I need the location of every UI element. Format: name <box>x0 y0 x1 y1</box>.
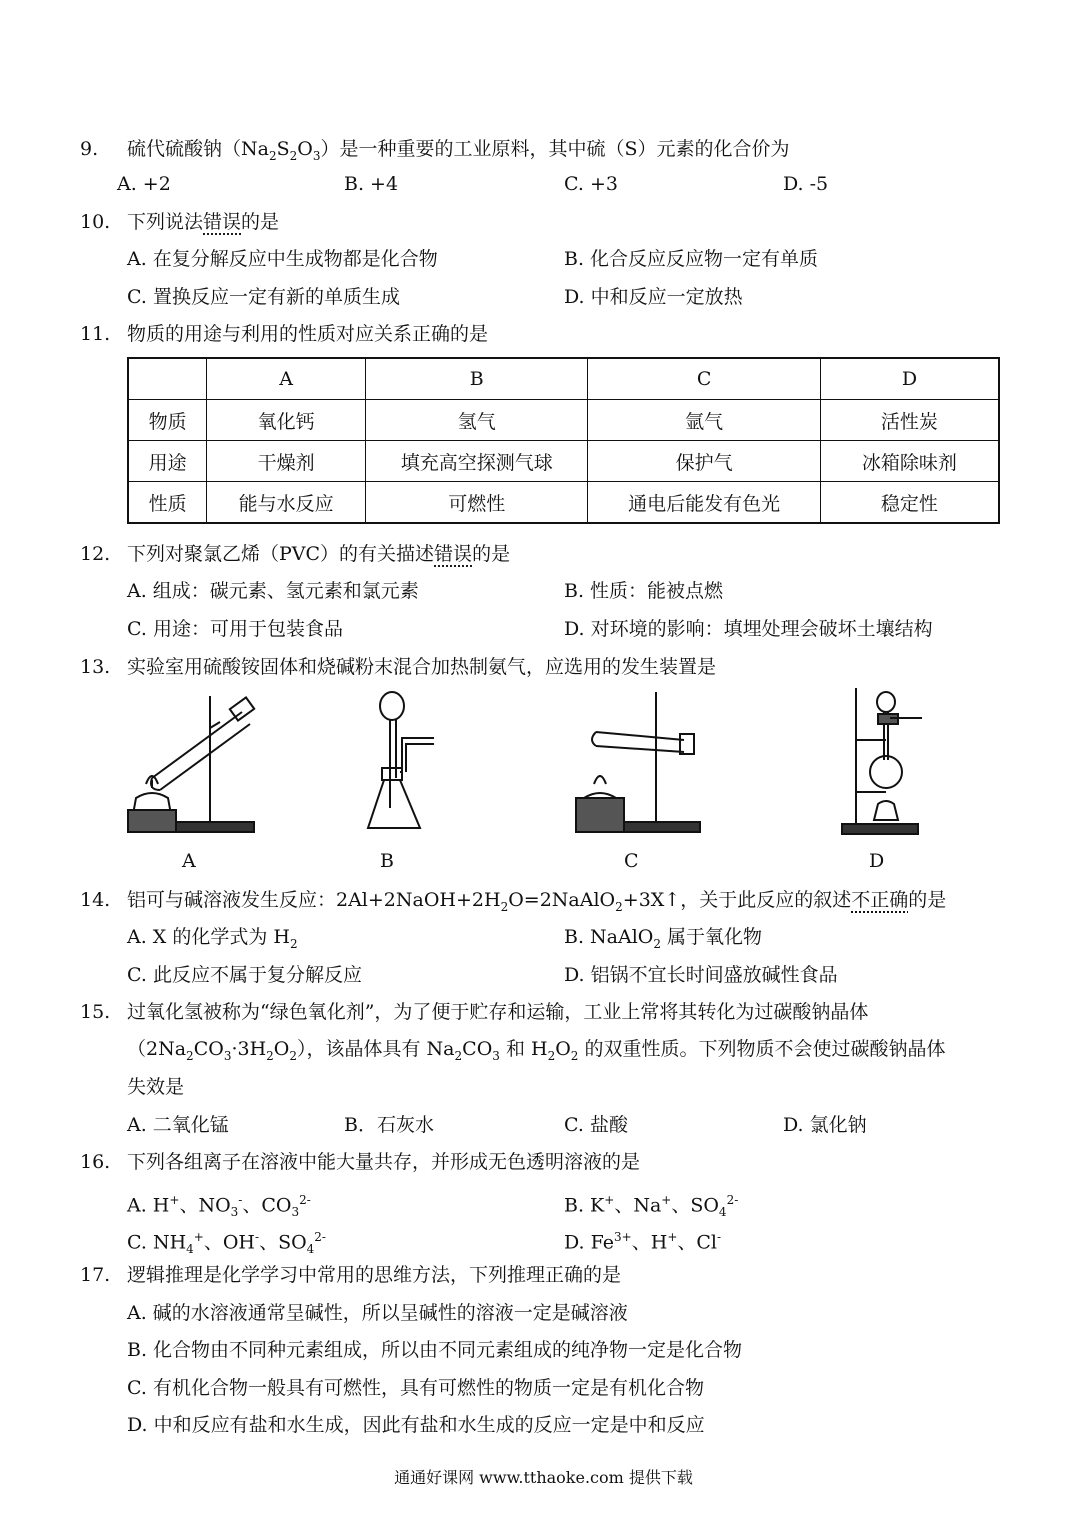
table-cell: 干燥剂 <box>207 441 366 482</box>
table-cell: 保护气 <box>588 441 820 482</box>
page-footer: 通通好课网 www.tthaoke.com 提供下载 <box>394 1468 693 1487</box>
question-stem-line2: $(2Na_2CO_3\cdot 3H_2O_2)$，该晶体具有 $Na_2CO_3$ 和 $H_2O_2$ 的双重性质。下列物质不会使过碳酸钠晶体 <box>127 1038 946 1063</box>
table-cell: C <box>588 358 820 400</box>
emphasis-word: 不正确 <box>851 889 909 911</box>
option-b: B. 性质：能被点燃 <box>564 580 724 602</box>
question-stem: 下列对聚氯乙烯（PVC）的有关描述错误的是 <box>127 543 511 565</box>
table-header-row <box>128 358 999 400</box>
option-c: C. +3 <box>564 173 618 195</box>
question-number: 11. <box>80 323 111 345</box>
figure-label-b: B <box>380 850 394 872</box>
apparatus-a-test-tube-heating <box>122 688 258 838</box>
option-b: B．石灰水 <box>344 1114 434 1136</box>
table-cell: 性质 <box>128 482 207 524</box>
option-a: A. 碱的水溶液通常呈碱性，所以呈碱性的溶液一定是碱溶液 <box>127 1302 628 1324</box>
question-stem: 物质的用途与利用的性质对应关系正确的是 <box>127 323 489 345</box>
option-a: A. 组成：碳元素、氢元素和氯元素 <box>127 580 419 602</box>
table-cell: 能与水反应 <box>207 482 366 524</box>
question-number: 17. <box>80 1264 111 1286</box>
table-cell: 活性炭 <box>820 400 999 441</box>
figure-label-a: A <box>182 850 196 872</box>
question-number: 14. <box>80 889 111 911</box>
table-cell: 用途 <box>128 441 207 482</box>
table-cell: A <box>207 358 366 400</box>
figure-label-c: C <box>624 850 639 872</box>
option-c: C. $NH_4^+$、OH-、$SO_4^{2-}$ <box>127 1230 326 1257</box>
option-b: B. +4 <box>344 173 399 195</box>
question-number: 13. <box>80 656 111 678</box>
figure-label-d: D <box>869 850 885 872</box>
option-d: D. 铝锅不宜长时间盛放碱性食品 <box>564 964 838 986</box>
table-cell: 可燃性 <box>365 482 587 524</box>
option-a: A. X 的化学式为 $H_2$ <box>127 926 298 951</box>
table-cell: B <box>365 358 587 400</box>
option-d: D. 对环境的影响：填埋处理会破坏土壤结构 <box>564 618 933 640</box>
apparatus-d-round-flask <box>836 680 926 838</box>
option-b: B. 化合反应反应物一定有单质 <box>564 248 819 270</box>
question-number: 10. <box>80 211 111 233</box>
option-b: B. 化合物由不同种元素组成，所以由不同元素组成的纯净物一定是化合物 <box>127 1339 743 1361</box>
question-stem: 下列说法错误的是 <box>127 211 280 233</box>
question-stem: 下列各组离子在溶液中能大量共存，并形成无色透明溶液的是 <box>127 1151 641 1173</box>
question-number: 9. <box>80 138 99 160</box>
option-b: B. K+、Na+、$SO_4^{2-}$ <box>564 1193 739 1220</box>
option-c: C. 此反应不属于复分解反应 <box>127 964 362 986</box>
option-a: A. 二氧化锰 <box>127 1114 229 1136</box>
table-cell: 物质 <box>128 400 207 441</box>
emphasis-word: 错误 <box>203 211 242 233</box>
table-row <box>128 400 999 441</box>
option-d: D. 中和反应有盐和水生成，因此有盐和水生成的反应一定是中和反应 <box>127 1414 705 1436</box>
question-number: 15. <box>80 1001 111 1023</box>
table-cell: 氢气 <box>365 400 587 441</box>
table-cell: 冰箱除味剂 <box>820 441 999 482</box>
question-stem: 实验室用硫酸铵固体和烧碱粉末混合加热制氨气，应选用的发生装置是 <box>127 656 717 678</box>
option-b: B. NaAlO$_2$ 属于氧化物 <box>564 926 763 951</box>
option-c: C. 盐酸 <box>564 1114 628 1136</box>
option-d: D. -5 <box>783 173 829 195</box>
question-stem: 铝可与碱溶液发生反应：$2Al+2NaOH+2H_2O=2NaAlO_2+3X↑$，关于此反应的叙述不正确的是 <box>127 889 947 914</box>
option-d: D. 中和反应一定放热 <box>564 286 743 308</box>
option-c: C. 用途：可用于包装食品 <box>127 618 343 640</box>
option-d: D. $Fe^{3+}$、H+、Cl- <box>564 1230 722 1254</box>
apparatus-c-horizontal-tube <box>572 688 702 838</box>
table-row <box>128 482 999 524</box>
table-cell: 填充高空探测气球 <box>365 441 587 482</box>
table-row <box>128 441 999 482</box>
option-c: C. 置换反应一定有新的单质生成 <box>127 286 400 308</box>
table-cell: 稳定性 <box>820 482 999 524</box>
emphasis-word: 错误 <box>434 543 473 565</box>
option-a: A. H+、$NO_3^-$、$CO_3^{2-}$ <box>127 1193 311 1220</box>
option-a: A. 在复分解反应中生成物都是化合物 <box>127 248 438 270</box>
question-number: 16. <box>80 1151 111 1173</box>
question-stem: 逻辑推理是化学学习中常用的思维方法，下列推理正确的是 <box>127 1264 622 1286</box>
table-cell <box>128 358 207 400</box>
table-cell: D <box>820 358 999 400</box>
option-a: A. +2 <box>117 173 171 195</box>
table-cell: 通电后能发有色光 <box>588 482 820 524</box>
option-c: C. 有机化合物一般具有可燃性，具有可燃性的物质一定是有机化合物 <box>127 1377 704 1399</box>
properties-table <box>127 357 1000 524</box>
apparatus-b-flask-funnel <box>362 688 442 838</box>
question-stem-line1: 过氧化氢被称为“绿色氧化剂”，为了便于贮存和运输，工业上常将其转化为过碳酸钠晶体 <box>127 1001 869 1023</box>
question-stem: 硫代硫酸钠$(Na_2S_2O_3)$是一种重要的工业原料，其中硫（S）元素的化合价为 <box>127 138 790 163</box>
option-d: D. 氯化钠 <box>783 1114 867 1136</box>
table-cell: 氧化钙 <box>207 400 366 441</box>
question-number: 12. <box>80 543 111 565</box>
table-cell: 氩气 <box>588 400 820 441</box>
question-stem-line3: 失效是 <box>127 1076 185 1098</box>
